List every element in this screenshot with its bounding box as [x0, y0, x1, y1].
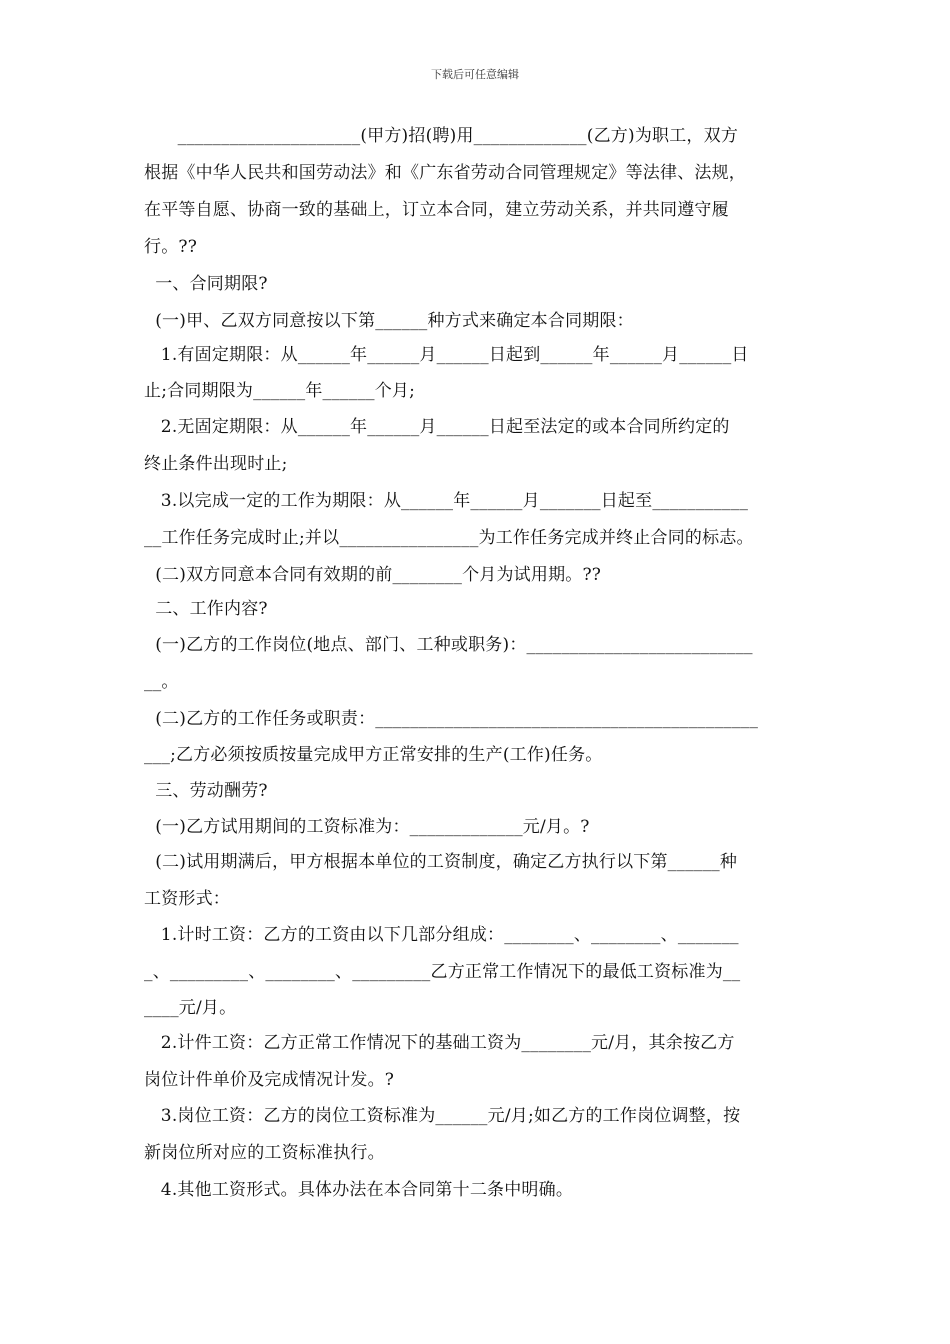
text-line: (一)乙方的工作岗位(地点、部门、工种或职务)：__________________________ — [144, 635, 753, 655]
text-line: 止;合同期限为______年______个月; — [144, 381, 416, 401]
text-line: 根据《中华人民共和国劳动法》和《广东省劳动合同管理规定》等法律、法规， — [144, 163, 746, 183]
text-line: 1.有固定期限：从______年______月______日起到______年______月______日 — [144, 345, 749, 365]
text-line: 行。?? — [144, 237, 198, 257]
text-line: 新岗位所对应的工资标准执行。 — [144, 1143, 385, 1163]
page-header: 下载后可任意编辑 — [431, 68, 519, 81]
text-line: (一)乙方试用期间的工资标准为：_____________元/月。? — [144, 817, 590, 837]
text-line: 2.计件工资：乙方正常工作情况下的基础工资为________元/月，其余按乙方 — [144, 1033, 735, 1053]
text-line: ____元/月。 — [144, 998, 237, 1018]
text-line: 3.以完成一定的工作为期限：从______年______月_______日起至___________ — [144, 491, 749, 511]
text-line: __工作任务完成时止;并以________________为工作任务完成并终止合同的标志。 — [144, 528, 754, 548]
section-heading: 一、合同期限? — [144, 274, 268, 294]
text-line: 岗位计件单价及完成情况计发。? — [144, 1070, 395, 1090]
text-line: 1.计时工资：乙方的工资由以下几部分组成：________、________、_______ — [144, 925, 739, 945]
text-line: (二)双方同意本合同有效期的前________个月为试用期。?? — [144, 565, 602, 585]
text-line: (二)乙方的工作任务或职责：____________________________________________ — [144, 709, 759, 729]
text-line: (二)试用期满后，甲方根据本单位的工资制度，确定乙方执行以下第______种 — [144, 852, 738, 872]
text-line: 3.岗位工资：乙方的岗位工资标准为______元/月;如乙方的工作岗位调整，按 — [144, 1106, 741, 1126]
section-heading: 三、劳动酬劳? — [144, 781, 268, 801]
text-line: ___;乙方必须按质按量完成甲方正常安排的生产(工作)任务。 — [144, 745, 603, 765]
text-line: (一)甲、乙双方同意按以下第______种方式来确定本合同期限： — [144, 311, 634, 331]
text-line: __。 — [144, 672, 179, 692]
text-line: 工资形式： — [144, 889, 230, 909]
section-heading: 二、工作内容? — [144, 599, 268, 619]
text-line: 2.无固定期限：从______年______月______日起至法定的或本合同所约定的 — [144, 417, 730, 437]
text-line: 4.其他工资形式。具体办法在本合同第十二条中明确。 — [144, 1180, 574, 1200]
text-line: _____________________(甲方)招(聘)用_____________(乙方)为职工，双方 — [144, 126, 739, 146]
text-line: 在平等自愿、协商一致的基础上，订立本合同，建立劳动关系，并共同遵守履 — [144, 200, 729, 220]
text-line: _、_________、________、_________乙方正常工作情况下的最低工资标准为__ — [144, 962, 741, 982]
text-line: 终止条件出现时止; — [144, 454, 288, 474]
